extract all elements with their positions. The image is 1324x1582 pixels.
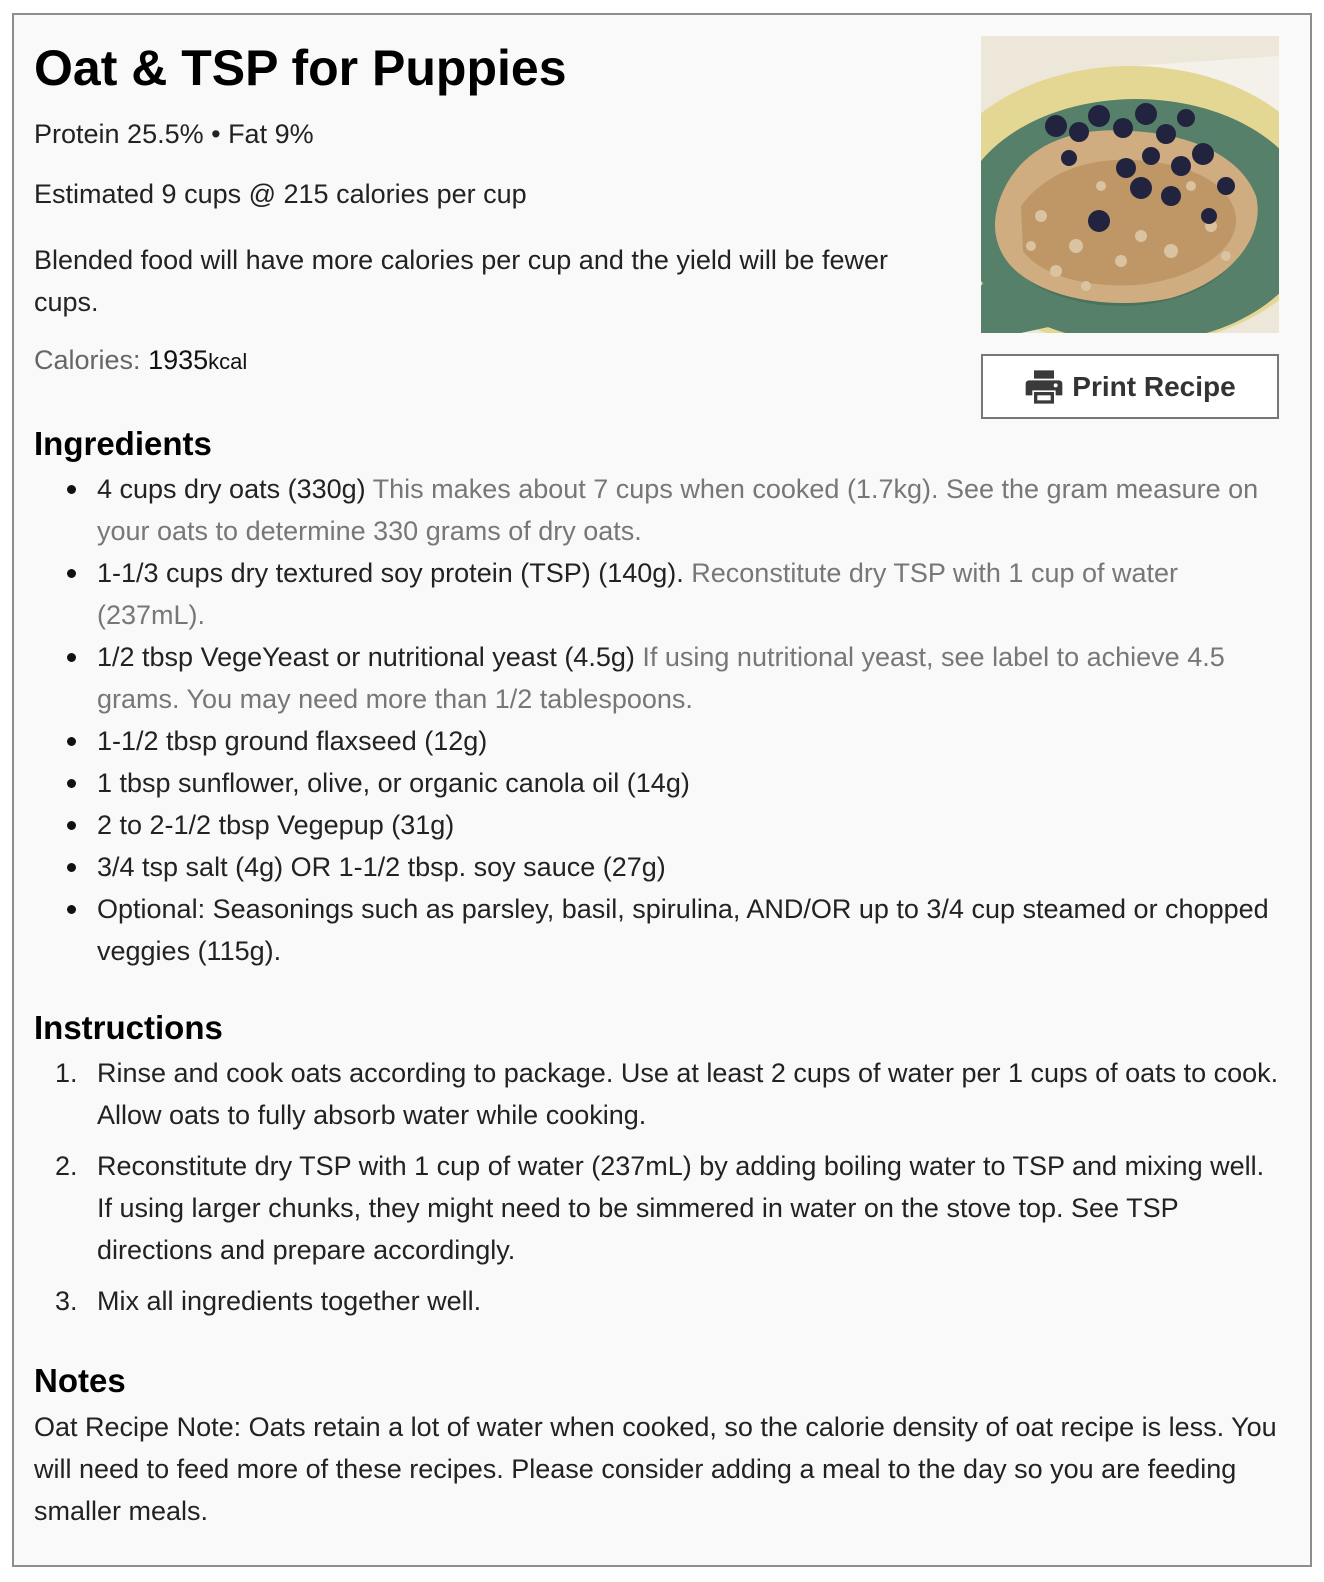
ingredient-main: 1-1/2 tbsp ground flaxseed (12g) — [97, 726, 488, 756]
ingredient-item — [34, 888, 1284, 972]
notes-text: Oat Recipe Note: Oats retain a lot of water when cooked, so the calorie density of oat recipe is less. You will need to feed more of these recipes. Please consider adding a meal to the day so you are feeding smaller meals. — [34, 1412, 1277, 1526]
ingredient-main: 1 tbsp sunflower, olive, or organic canola oil (14g) — [97, 768, 690, 798]
notes-heading: Notes — [34, 1362, 126, 1399]
ingredients-heading: Ingredients — [34, 425, 212, 462]
ingredient-item — [34, 804, 1284, 846]
recipe-photo-image — [981, 36, 1279, 333]
instruction-step — [34, 1280, 1284, 1322]
calories — [34, 345, 247, 376]
ingredient-main: 4 cups dry oats (330g) — [97, 474, 366, 504]
instruction-step — [34, 1052, 1284, 1136]
ingredient-main: 1-1/3 cups dry textured soy protein (TSP) (140g). — [97, 558, 684, 588]
recipe-yield: Estimated 9 cups @ 215 calories per cup — [34, 179, 527, 209]
ingredient-main: 1/2 tbsp VegeYeast or nutritional yeast (4.5g) — [97, 642, 635, 672]
calories-value: 1935 — [148, 345, 209, 375]
ingredient-main: 2 to 2-1/2 tbsp Vegepup (31g) — [97, 810, 455, 840]
ingredient-main: 3/4 tsp salt (4g) OR 1-1/2 tbsp. soy sauce (27g) — [97, 852, 666, 882]
ingredient-item — [34, 720, 1284, 762]
recipe-card — [12, 13, 1312, 1567]
recipe-title: Oat & TSP for Puppies — [34, 40, 567, 96]
printer-icon — [1024, 367, 1064, 407]
blend-note: Blended food will have more calories per cup and the yield will be fewer cups. — [34, 245, 888, 317]
calories-unit: kcal — [208, 349, 248, 374]
ingredient-note: This makes about 7 cups when cooked (1.7kg). See the gram measure on your oats to determine 330 grams of dry oats. — [97, 474, 1259, 546]
ingredient-note: If using nutritional yeast, see label to achieve 4.5 grams. You may need more than 1/2 tablespoons. — [97, 642, 1225, 714]
ingredient-item — [34, 762, 1284, 804]
recipe-macros: Protein 25.5% • Fat 9% — [34, 119, 314, 149]
ingredient-item — [34, 846, 1284, 888]
recipe-photo — [981, 36, 1279, 333]
instruction-step — [34, 1145, 1284, 1271]
ingredient-note: Reconstitute dry TSP with 1 cup of water (237mL). — [97, 558, 1179, 630]
print-recipe-label: Print Recipe — [1072, 370, 1236, 402]
ingredient-item — [34, 636, 1284, 720]
instruction-step-text: Rinse and cook oats according to package. Use at least 2 cups of water per 1 cups of oats to cook. Allow oats to fully absorb water while cooking. — [97, 1058, 1279, 1130]
instruction-step-text: Mix all ingredients together well. — [97, 1286, 482, 1316]
instructions-list — [34, 1052, 1284, 1331]
ingredient-main: Optional: Seasonings such as parsley, basil, spirulina, AND/OR up to 3/4 cup steamed or chopped veggies (115g). — [97, 894, 1269, 966]
instruction-step-text: Reconstitute dry TSP with 1 cup of water (237mL) by adding boiling water to TSP and mixing well. If using larger chunks, they might need to be simmered in water on the stove top. See TSP directions and prepare accordingly. — [97, 1151, 1265, 1265]
ingredient-item — [34, 468, 1284, 552]
ingredients-list — [34, 468, 1284, 972]
calories-label: Calories: — [34, 345, 141, 375]
ingredient-item — [34, 552, 1284, 636]
instructions-heading: Instructions — [34, 1009, 223, 1046]
instruction-step-number: 2. — [55, 1151, 78, 1181]
instruction-step-number: 1. — [55, 1058, 78, 1088]
instruction-step-number: 3. — [55, 1286, 78, 1316]
print-recipe-button[interactable] — [981, 354, 1279, 419]
